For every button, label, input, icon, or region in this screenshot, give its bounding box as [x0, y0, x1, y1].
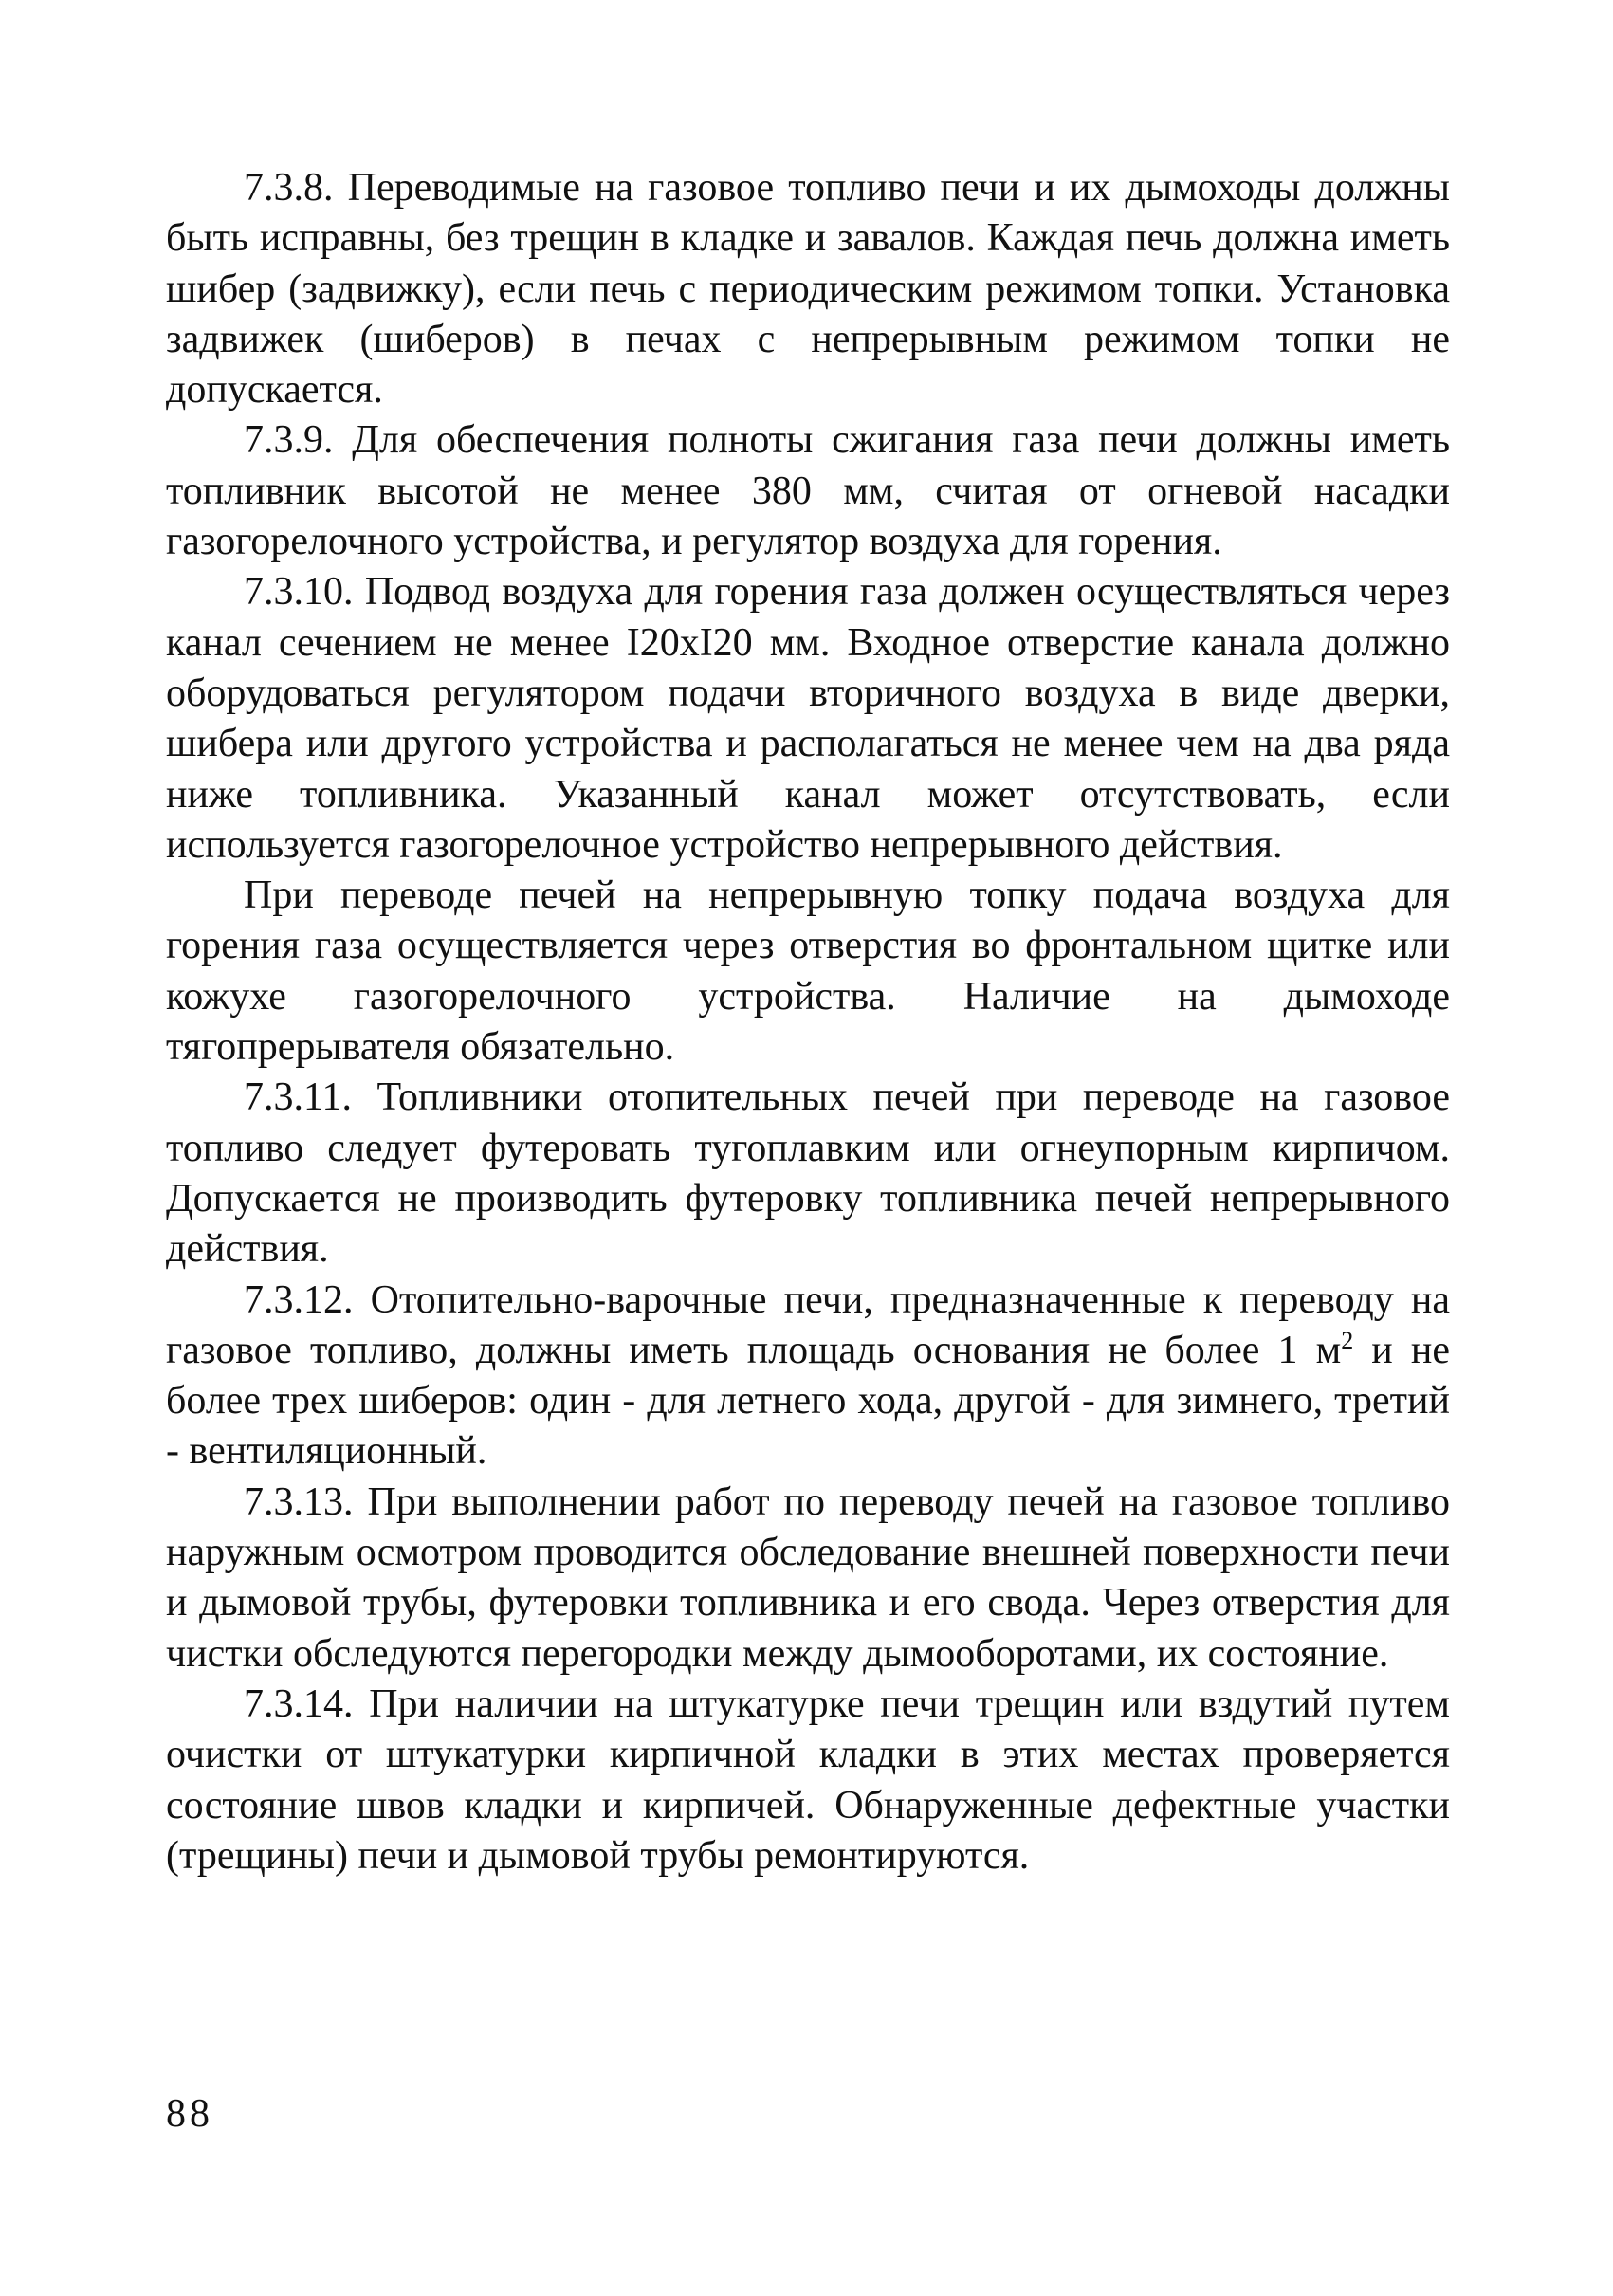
paragraph-7-3-12: [166, 1276, 1450, 1478]
paragraph-7-3-10: 7.3.10. Подвод воздуха для горения газа должен осуществляться через канал сечением не менее I20xI20 мм. Входное отверстие канала должно оборудоваться регулятором подачи вторичного воздуха в виде дверки, шибера или другого устройства и располагаться не менее чем на два ряда ниже топливника. Указанный канал может отсутствовать, если используется газогорелочное устройство непрерывного действия.: [166, 570, 1450, 867]
paragraph-7-3-11: 7.3.11. Топливники отопительных печей при переводе на газовое топливо следует футеровать тугоплавким или огнеупорным кирпичом. Допускается не производить футеровку топливника печей непрерывного действия.: [166, 1075, 1450, 1272]
page-number: 88: [166, 2092, 213, 2136]
paragraph-7-3-13: 7.3.13. При выполнении работ по переводу печей на газовое топливо наружным осмотром проводится обследование внешней поверхности печи и дымовой трубы, футеровки топливника и его свода. Через отверстия для чистки обследуются перегородки между дымооборотами, их состояние.: [166, 1479, 1450, 1676]
body-text: [166, 163, 1450, 1882]
paragraph-7-3-9: 7.3.9. Для обеспечения полноты сжигания газа печи должны иметь топливник высотой не менее 380 мм, считая от огневой насадки газогорелочного устройства, и регулятор воздуха для горения.: [166, 418, 1450, 564]
paragraph-7-3-14: 7.3.14. При наличии на штукатурке печи трещин или вздутий путем очистки от штукатурки кирпичной кладки в этих местах проверяется состояние швов кладки и кирпичей. Обнаруженные дефектные участки (трещины) печи и дымовой трубы ремонтируются.: [166, 1681, 1450, 1878]
square-superscript: 2: [1341, 1326, 1354, 1354]
paragraph-7-3-12-part-1: 7.3.12. Отопительно-варочные печи, предназначенные к переводу на газовое топливо, должны иметь площадь основания не более 1 м: [166, 1277, 1450, 1372]
paragraph-7-3-8: 7.3.8. Переводимые на газовое топливо печи и их дымоходы должны быть исправны, без трещин в кладке и завалов. Каждая печь должна иметь шибер (задвижку), если печь с периодическим режимом топки. Установка задвижек (шиберов) в печах с непрерывным режимом топки не допускается.: [166, 166, 1450, 413]
paragraph-air-supply-note: При переводе печей на непрерывную топку подача воздуха для горения газа осуществляется через отверстия во фронтальном щитке или кожухе газогорелочного устройства. Наличие на дымоходе тягопрерывателя обязательно.: [166, 873, 1450, 1070]
paragraph-7-3-12-part-2: и не более трех шиберов: один - для летнего хода, другой - для зимнего, третий - вентиляционный.: [166, 1328, 1450, 1474]
